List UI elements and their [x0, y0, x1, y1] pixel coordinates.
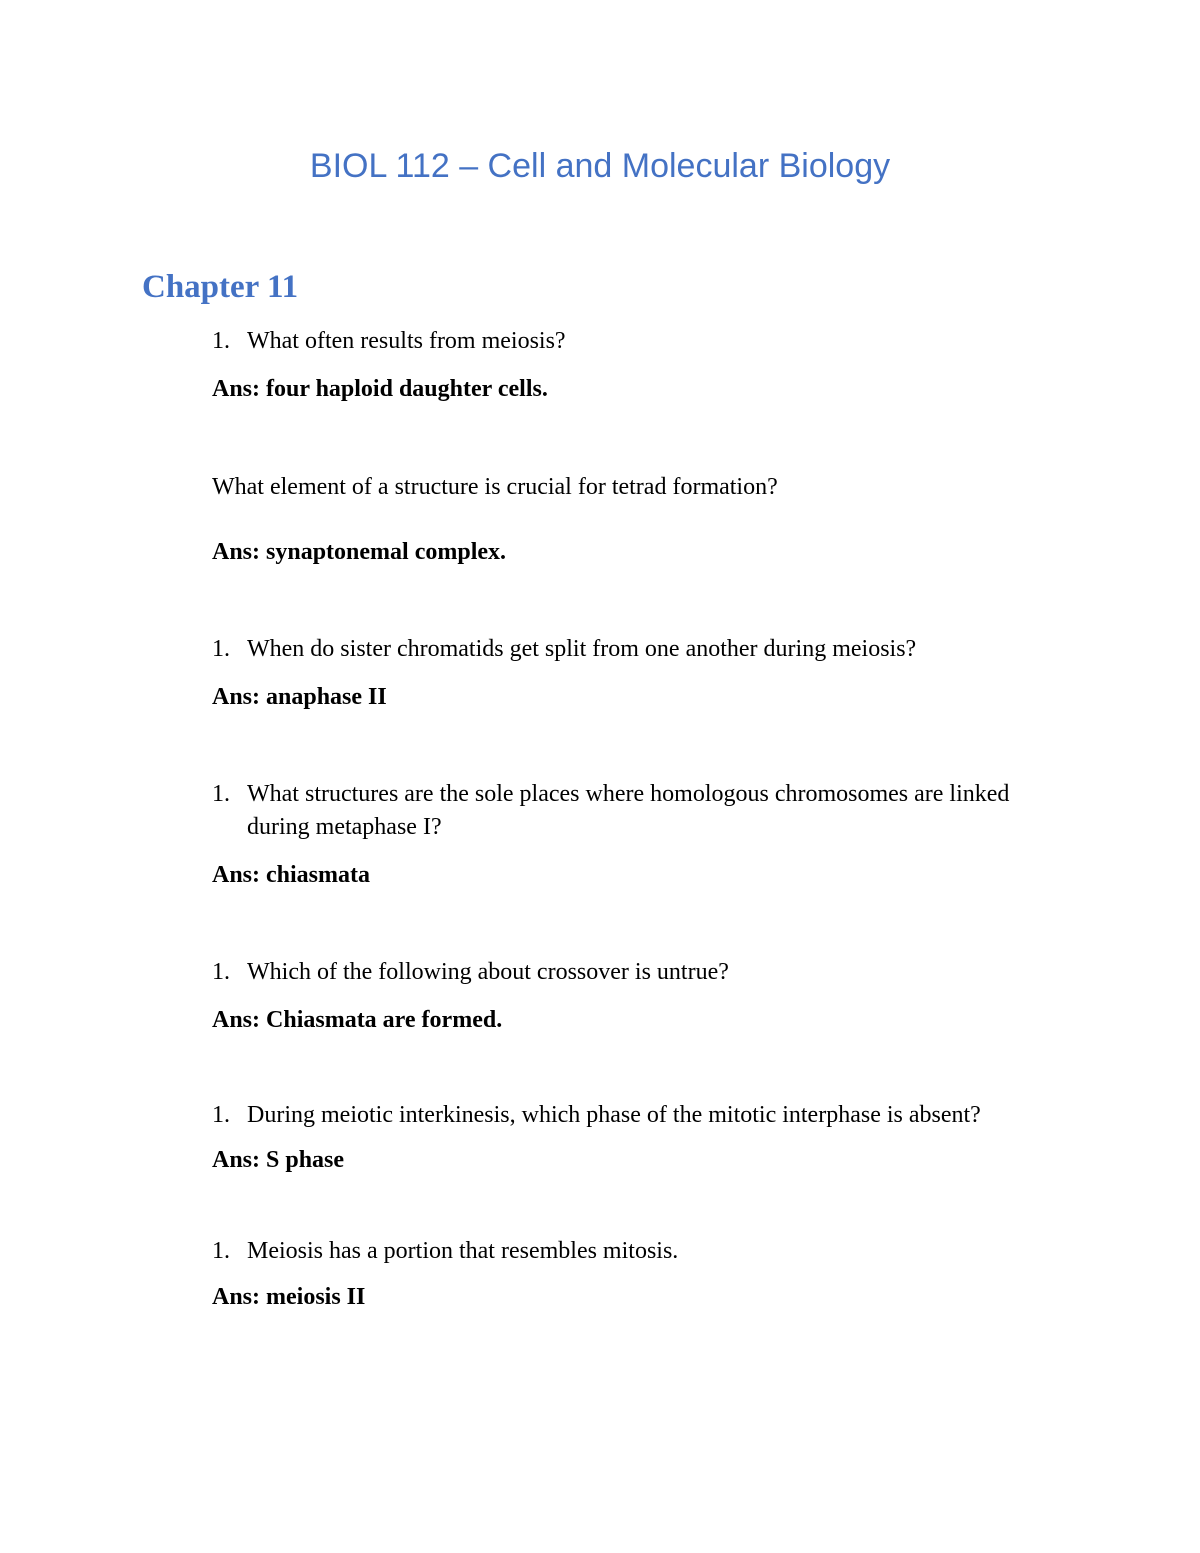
answer-text: Ans: anaphase II — [212, 684, 387, 710]
chapter-heading: Chapter 11 — [142, 269, 299, 305]
question-item — [212, 1235, 1092, 1268]
question-number: 1. — [212, 636, 230, 662]
question-item — [212, 778, 1022, 844]
answer-text: Ans: meiosis II — [212, 1284, 366, 1310]
question-number: 1. — [212, 1102, 230, 1128]
document-title: BIOL 112 – Cell and Molecular Biology — [309, 147, 891, 185]
question-text: When do sister chromatids get split from one another during meiosis? — [247, 636, 917, 662]
answer-text: Ans: chiasmata — [212, 862, 371, 888]
answer-text: Ans: four haploid daughter cells. — [212, 376, 548, 402]
question-text: What often results from meiosis? — [247, 328, 566, 354]
question-number: 1. — [212, 328, 230, 354]
answer-text: Ans: Chiasmata are formed. — [212, 1007, 503, 1033]
answer-text: Ans: S phase — [212, 1147, 345, 1173]
question-number: 1. — [212, 959, 230, 985]
question-item — [212, 956, 1092, 989]
question-text: Which of the following about crossover is untrue? — [247, 959, 729, 985]
question-text: During meiotic interkinesis, which phase of the mitotic interphase is absent? — [247, 1102, 981, 1128]
answer-text: Ans: synaptonemal complex. — [212, 539, 507, 565]
question-text: What structures are the sole places where homologous chromosomes are linked during metaphase I? — [247, 781, 1010, 840]
question-text: What element of a structure is crucial for tetrad formation? — [212, 474, 778, 500]
question-number: 1. — [212, 1238, 230, 1264]
question-number: 1. — [212, 781, 230, 807]
question-item — [212, 633, 1092, 666]
question-item — [212, 1099, 1112, 1132]
question-item — [212, 471, 1092, 504]
question-item — [212, 325, 1092, 358]
question-text: Meiosis has a portion that resembles mitosis. — [247, 1238, 679, 1264]
